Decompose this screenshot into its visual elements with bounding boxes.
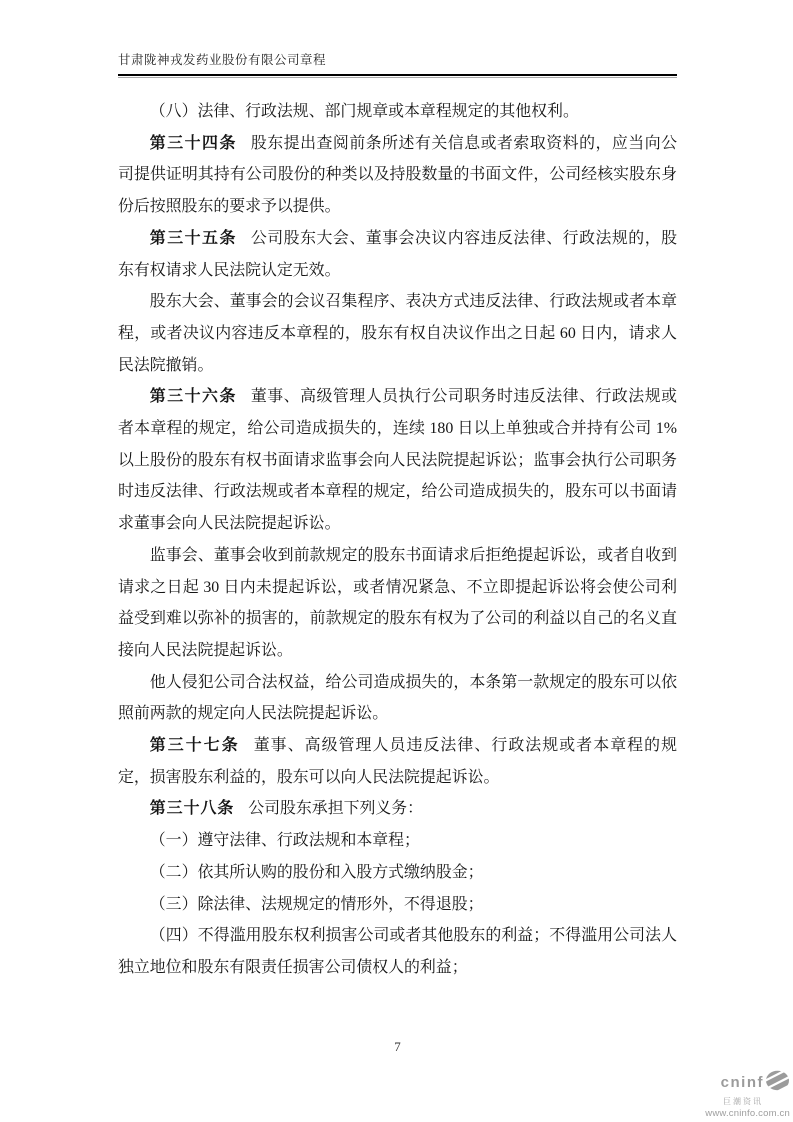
cninfo-logo [660, 1070, 790, 1119]
article-number: 第三十六条 [149, 388, 237, 406]
article-number: 第三十八条 [149, 800, 235, 818]
paragraph-text: 董事、高级管理人员执行公司职务时违反法律、行政法规或者本章程的规定，给公司造成损失的，连续 180 日以上单独或合并持有公司 1%以上股份的股东有权书面请求监事会向人民法院提起诉讼；监事会执行公司职务时违反法律、行政法规或者本章程的规定，给公司造成损失的，股东可以书面请求董事会向人民法院提起诉讼。 [118, 388, 678, 533]
paragraph-text: 董事、高级管理人员违反法律、行政法规或者本章程的规定，损害股东利益的，股东可以向人民法院提起诉讼。 [118, 737, 678, 786]
paragraph-text: （八）法律、行政法规、部门规章或本章程规定的其他权利。 [149, 103, 579, 120]
paragraph [118, 889, 677, 921]
paragraph [118, 825, 677, 857]
article-paragraph [118, 381, 677, 540]
document-body [118, 96, 677, 984]
paragraph-text: （二）依其所认购的股份和入股方式缴纳股金； [149, 863, 484, 881]
header-rule [118, 74, 677, 78]
article-paragraph [118, 730, 677, 793]
cninfo-brand-text: cninf [720, 1074, 764, 1091]
paragraph [118, 286, 677, 381]
article-number: 第三十七条 [149, 737, 240, 755]
paragraph-text: 公司股东承担下列义务： [248, 800, 424, 818]
paragraph-text: 他人侵犯公司合法权益，给公司造成损失的，本条第一款规定的股东可以依照前两款的规定向人民法院提起诉讼。 [118, 673, 677, 723]
cninfo-swirl-icon [765, 1070, 790, 1096]
cninfo-url: www.cninfo.com.cn [705, 1108, 790, 1119]
paragraph-text: 监事会、董事会收到前款规定的股东书面请求后拒绝提起诉讼，或者自收到请求之日起 30 日内未提起诉讼，或者情况紧急、不立即提起诉讼将会使公司利益受到难以弥补的损害的，前款规定的股东有权为了公司的利益以自己的名义直接向人民法院提起诉讼。 [118, 546, 677, 659]
article-number: 第三十四条 [149, 134, 237, 152]
header-title: 甘肃陇神戎发药业股份有限公司章程 [118, 53, 327, 67]
page-header [118, 53, 677, 78]
paragraph-text: （一）遵守法律、行政法规和本章程； [149, 832, 420, 850]
paragraph [118, 96, 677, 128]
paragraph-text: 股东大会、董事会的会议召集程序、表决方式违反法律、行政法规或者本章程，或者决议内容违反本章程的，股东有权自决议作出之日起 60 日内，请求人民法院撤销。 [118, 293, 677, 374]
paragraph-text: （四）不得滥用股东权利损害公司或者其他股东的利益；不得滥用公司法人独立地位和股东有限责任损害公司债权人的利益； [118, 927, 677, 976]
paragraph-text: （三）除法律、法规规定的情形外，不得退股； [149, 895, 484, 913]
article-paragraph [118, 128, 677, 223]
paragraph [118, 540, 677, 667]
paragraph [118, 857, 677, 889]
article-paragraph [118, 793, 677, 825]
cninfo-logo-row [660, 1070, 790, 1096]
page-number: 7 [394, 1039, 401, 1054]
paragraph-text: 股东提出查阅前条所述有关信息或者索取资料的，应当向公司提供证明其持有公司股份的种类以及持股数量的书面文件，公司经核实股东身份后按照股东的要求予以提供。 [118, 134, 678, 216]
article-number: 第三十五条 [149, 229, 237, 247]
paragraph [118, 920, 677, 983]
paragraph [118, 667, 677, 730]
article-paragraph [118, 223, 677, 286]
cninfo-caption: 巨潮资讯 [723, 1097, 763, 1106]
paragraph-text: 公司股东大会、董事会决议内容违反法律、行政法规的，股东有权请求人民法院认定无效。 [118, 229, 678, 279]
